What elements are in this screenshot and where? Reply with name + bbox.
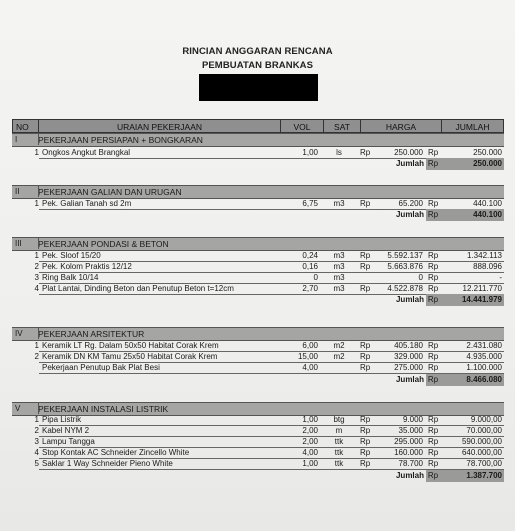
row-jumlah: 640.000,00: [461, 448, 502, 457]
table-row: [12, 251, 504, 261]
row-rp-jumlah: Rp: [428, 262, 439, 271]
total-label: Jumlah: [395, 471, 424, 480]
row-sat: m2: [333, 341, 345, 350]
row-rp-jumlah: Rp: [428, 341, 439, 350]
table-row: [12, 262, 504, 272]
row-no: 3: [34, 437, 39, 446]
row-rp-harga: Rp: [360, 459, 371, 468]
row-rp-harga: Rp: [360, 437, 371, 446]
row-uraian: Ring Balk 10/14: [42, 273, 99, 282]
section-no: III: [15, 239, 22, 248]
row-uraian: Stop Kontak AC Schneider Zincello White: [42, 448, 190, 457]
row-uraian: Pek. Sloof 15/20: [42, 251, 101, 260]
row-harga: 405.180: [394, 341, 423, 350]
table-row: [12, 284, 504, 294]
row-vol: 2,70: [302, 284, 318, 293]
row-jumlah: 9.000,00: [470, 415, 502, 424]
total-rp: Rp: [427, 159, 439, 168]
row-no: 4: [34, 448, 39, 457]
row-rp-jumlah: Rp: [428, 148, 439, 157]
row-rp-jumlah: Rp: [428, 284, 439, 293]
row-rp-harga: Rp: [360, 426, 371, 435]
row-uraian: Keramik LT Rg. Dalam 50x50 Habitat Corak Krem: [42, 341, 219, 350]
row-no: 2: [34, 352, 39, 361]
row-no: 1: [34, 341, 39, 350]
table-row: [12, 363, 504, 373]
row-rp-jumlah: Rp: [428, 415, 439, 424]
row-no: 2: [34, 262, 39, 271]
total-rp: Rp: [427, 375, 439, 384]
row-vol: 2,00: [302, 426, 318, 435]
row-rp-jumlah: Rp: [428, 448, 439, 457]
row-rp-harga: Rp: [360, 148, 371, 157]
row-jumlah: 250.000: [473, 148, 502, 157]
section-title: PEKERJAAN INSTALASI LISTRIK: [38, 404, 169, 414]
row-vol: 1,00: [302, 415, 318, 424]
header-harga: HARGA: [360, 119, 442, 133]
row-jumlah: 12.211.770: [462, 284, 502, 293]
row-vol: 2,00: [302, 437, 318, 446]
total-label: Jumlah: [395, 210, 424, 219]
row-no: 1: [34, 199, 39, 208]
table-row: [12, 437, 504, 447]
table-row: [12, 148, 504, 158]
row-jumlah: 4.935.000: [466, 352, 502, 361]
row-harga: 0: [418, 273, 423, 282]
section-no: I: [15, 135, 18, 144]
row-uraian: Ongkos Angkut Brangkal: [42, 148, 131, 157]
row-jumlah: 78.700,00: [466, 459, 502, 468]
section-total: [12, 374, 504, 386]
row-vol: 4,00: [302, 448, 318, 457]
row-sat: m3: [333, 273, 345, 282]
row-jumlah: -: [499, 273, 502, 282]
table-header: [12, 119, 504, 133]
row-harga: 4.522.878: [387, 284, 423, 293]
header-no: NO: [12, 119, 39, 133]
section-total: [12, 294, 504, 306]
row-rp-jumlah: Rp: [428, 363, 439, 372]
section-total: [12, 209, 504, 221]
row-sat: ttk: [334, 448, 344, 457]
table-row: [12, 415, 504, 425]
row-harga: 160.000: [394, 448, 423, 457]
total-rp: Rp: [427, 471, 439, 480]
row-harga: 9.000: [402, 415, 423, 424]
redacted-block: [199, 74, 318, 101]
table-row: [12, 448, 504, 458]
row-vol: 4,00: [302, 363, 318, 372]
row-jumlah: 2.431.080: [466, 341, 502, 350]
total-value: 440.100: [440, 209, 504, 221]
section-title: PEKERJAAN PONDASI & BETON: [38, 239, 169, 249]
row-sat: m: [335, 426, 343, 435]
doc-title: RINCIAN ANGGARAN RENCANA: [182, 46, 333, 57]
row-rp-jumlah: Rp: [428, 273, 439, 282]
row-rp-harga: Rp: [360, 352, 371, 361]
row-no: 4: [34, 284, 39, 293]
row-sat: btg: [333, 415, 345, 424]
total-value: 250.000: [440, 158, 504, 170]
section-band: [12, 327, 504, 341]
section-title: PEKERJAAN PERSIAPAN + BONGKARAN: [38, 135, 203, 145]
row-sat: m3: [333, 251, 345, 260]
row-uraian: Pek. Galian Tanah sd 2m: [42, 199, 132, 208]
header-vol: VOL: [280, 119, 324, 133]
row-harga: 329.000: [394, 352, 423, 361]
row-vol: 6,00: [302, 341, 318, 350]
row-rp-harga: Rp: [360, 262, 371, 271]
row-uraian: Plat Lantai, Dinding Beton dan Penutup Beton t=12cm: [42, 284, 234, 293]
row-vol: 1,00: [302, 148, 318, 157]
row-harga: 5.592.137: [387, 251, 423, 260]
header-uraian: URAIAN PEKERJAAN: [38, 119, 281, 133]
row-vol: 0,24: [302, 251, 318, 260]
row-harga: 250.000: [394, 148, 423, 157]
row-harga: 65.200: [398, 199, 423, 208]
row-sat: m3: [333, 262, 345, 271]
row-rp-harga: Rp: [360, 284, 371, 293]
total-rp: Rp: [427, 295, 439, 304]
row-rp-jumlah: Rp: [428, 352, 439, 361]
row-vol: 1,00: [302, 459, 318, 468]
row-rp-jumlah: Rp: [428, 459, 439, 468]
row-uraian: Pipa Listrik: [42, 415, 82, 424]
row-uraian: Pek. Kolom Praktis 12/12: [42, 262, 132, 271]
row-harga: 78.700: [398, 459, 423, 468]
row-jumlah: 1.342.113: [467, 251, 502, 260]
header-sat: SAT: [323, 119, 361, 133]
row-sat: ttk: [334, 437, 344, 446]
row-rp-harga: Rp: [360, 448, 371, 457]
section-total: [12, 470, 504, 482]
table-row: [12, 352, 504, 362]
section-total: [12, 158, 504, 170]
section-band: [12, 185, 504, 199]
total-value: 1.387.700: [440, 470, 504, 482]
row-harga: 295.000: [394, 437, 423, 446]
row-jumlah: 888.096: [473, 262, 502, 271]
total-label: Jumlah: [395, 159, 424, 168]
row-harga: 275.000: [394, 363, 423, 372]
section-band: [12, 237, 504, 251]
row-sat: ttk: [334, 459, 344, 468]
row-vol: 6,75: [302, 199, 318, 208]
row-uraian: Saklar 1 Way Schneider Pieno White: [42, 459, 173, 468]
table-row: [12, 341, 504, 351]
row-uraian: Keramik DN KM Tamu 25x50 Habitat Corak Krem: [42, 352, 218, 361]
row-no: 3: [34, 273, 39, 282]
row-jumlah: 440.100: [473, 199, 502, 208]
row-no: 1: [34, 148, 39, 157]
total-label: Jumlah: [395, 375, 424, 384]
section-band: [12, 402, 504, 416]
row-no: 1: [34, 415, 39, 424]
section-title: PEKERJAAN ARSITEKTUR: [38, 329, 145, 339]
row-rp-jumlah: Rp: [428, 426, 439, 435]
row-rp-jumlah: Rp: [428, 199, 439, 208]
total-value: 8.466.080: [440, 374, 504, 386]
row-uraian: Pekerjaan Penutup Bak Plat Besi: [42, 363, 160, 372]
row-uraian: Lampu Tangga: [42, 437, 95, 446]
row-sat: m3: [333, 199, 345, 208]
doc-subtitle: PEMBUATAN BRANKAS: [201, 60, 314, 71]
header-jumlah: JUMLAH: [441, 119, 504, 133]
table-row: [12, 459, 504, 469]
row-sat: ls: [336, 148, 342, 157]
row-vol: 15,00: [297, 352, 318, 361]
row-jumlah: 1.100.000: [466, 363, 502, 372]
row-rp-harga: Rp: [360, 363, 371, 372]
row-no: 1: [34, 251, 39, 260]
section-no: V: [15, 404, 21, 413]
total-value: 14.441.979: [440, 294, 504, 306]
section-band: [12, 133, 504, 147]
row-vol: 0: [313, 273, 318, 282]
row-rp-jumlah: Rp: [428, 437, 439, 446]
row-vol: 0,16: [302, 262, 318, 271]
table-row: [12, 273, 504, 283]
row-rp-harga: Rp: [360, 415, 371, 424]
section-no: IV: [15, 329, 23, 338]
total-rp: Rp: [427, 210, 439, 219]
row-rp-jumlah: Rp: [428, 251, 439, 260]
row-sat: m2: [333, 352, 345, 361]
row-uraian: Kabel NYM 2: [42, 426, 90, 435]
row-harga: 5.663.876: [387, 262, 423, 271]
row-no: 2: [34, 426, 39, 435]
row-jumlah: 70.000,00: [466, 426, 502, 435]
table-row: [12, 426, 504, 436]
section-no: II: [15, 187, 20, 196]
row-harga: 35.000: [398, 426, 423, 435]
row-no: 5: [34, 459, 39, 468]
total-label: Jumlah: [395, 295, 424, 304]
row-jumlah: 590.000,00: [461, 437, 502, 446]
row-rp-harga: Rp: [360, 251, 371, 260]
section-title: PEKERJAAN GALIAN DAN URUGAN: [38, 187, 182, 197]
row-rp-harga: Rp: [360, 341, 371, 350]
table-row: [12, 199, 504, 209]
row-rp-harga: Rp: [360, 199, 371, 208]
row-sat: m3: [333, 284, 345, 293]
